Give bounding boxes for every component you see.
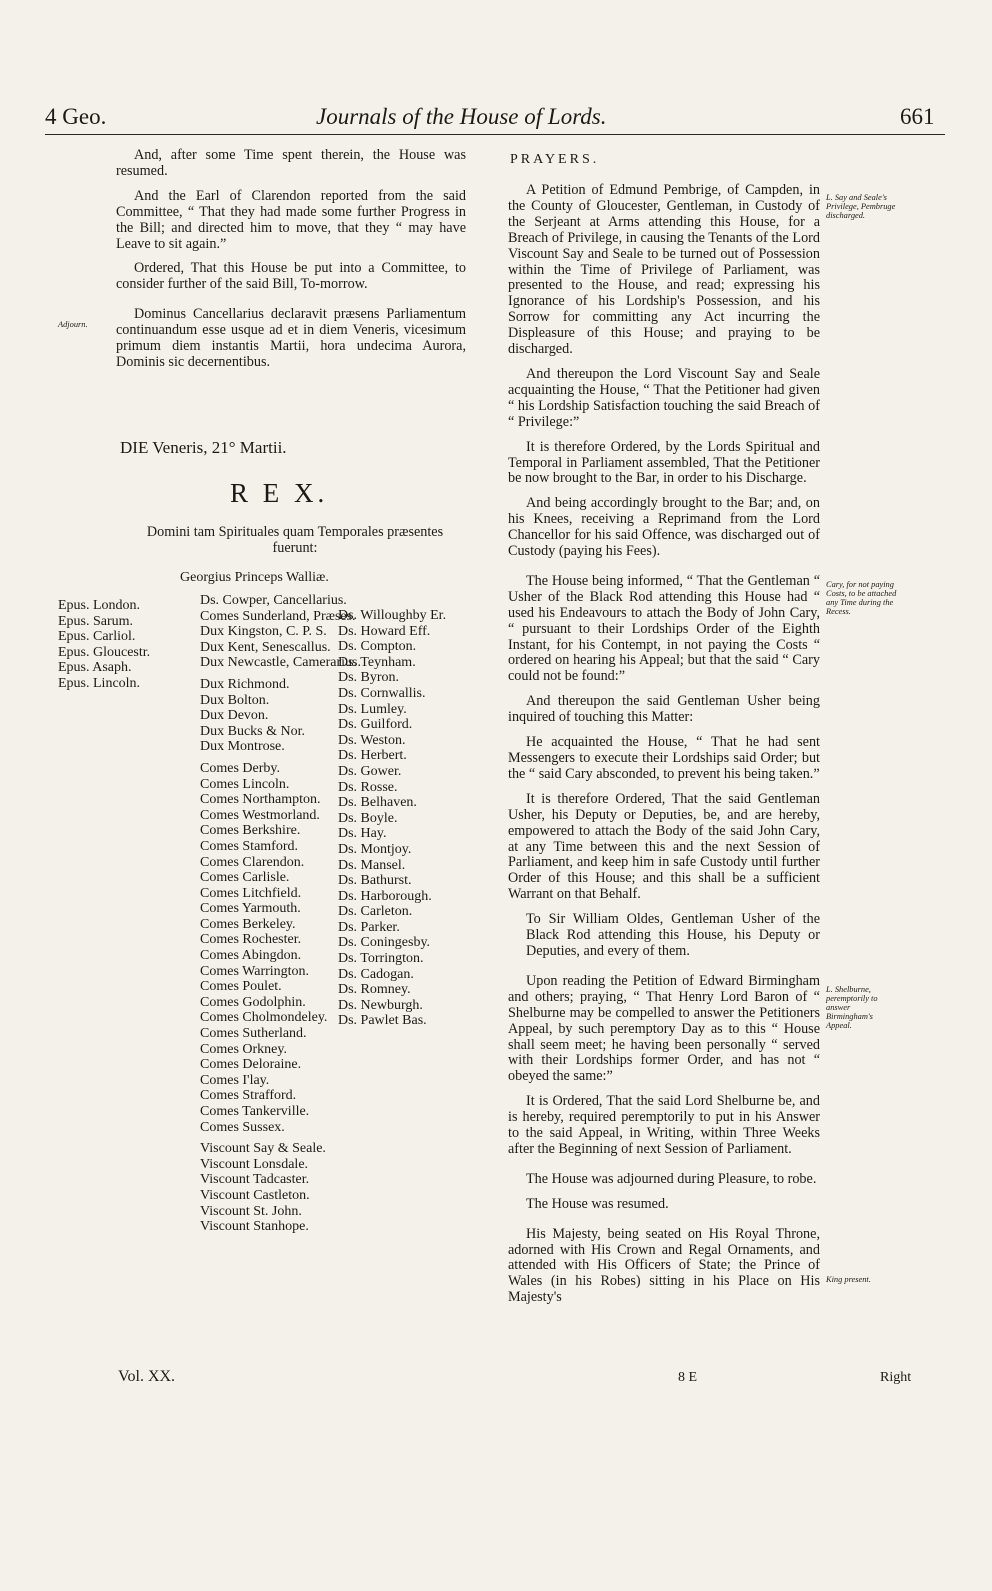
lord-entry: Ds. Compton. bbox=[338, 639, 417, 655]
lord-entry: Ds. Howard Eff. bbox=[338, 623, 431, 639]
lord-entry: Comes I'lay. bbox=[200, 1072, 270, 1088]
margin-note-say-seale: L. Say and Seale's Privilege, Pembruge discharged. bbox=[826, 193, 896, 220]
lord-entry: Comes Cholmondeley. bbox=[200, 1010, 328, 1026]
prince-line: Georgius Princeps Walliæ. bbox=[180, 570, 329, 585]
lord-entry: Comes Derby. bbox=[200, 760, 280, 776]
lord-entry: Comes Godolphin. bbox=[200, 994, 306, 1010]
lord-entry: Comes Litchfield. bbox=[200, 885, 302, 901]
paragraph: The House was adjourned during Pleasure, to robe. bbox=[526, 1170, 817, 1187]
lord-entry: Viscount Say & Seale. bbox=[200, 1141, 326, 1157]
catchword: Right bbox=[880, 1370, 912, 1385]
bishop-entry: Epus. Carliol. bbox=[58, 629, 136, 645]
lord-entry: Viscount Lonsdale. bbox=[200, 1156, 309, 1172]
margin-note-king-present: King present. bbox=[826, 1275, 871, 1284]
lord-entry: Viscount Tadcaster. bbox=[200, 1172, 310, 1188]
lord-entry: Comes Yarmouth. bbox=[200, 901, 301, 917]
lord-entry: Ds. Newburgh. bbox=[338, 997, 423, 1013]
bishop-entry: Epus. Lincoln. bbox=[58, 675, 141, 691]
left-column-top bbox=[116, 148, 466, 380]
lord-entry: Ds. Gower. bbox=[338, 763, 402, 779]
lord-entry: Dux Bolton. bbox=[200, 692, 270, 708]
paragraph: His Majesty, being seated on His Royal Throne, adorned with His Crown and Regal Ornaments, and attended with His Officers of State; the Prince of Wales (in his Robes) sitting in his Place on His Majesty's bbox=[508, 1225, 820, 1306]
paragraph: The House was resumed. bbox=[526, 1195, 669, 1212]
lord-entry: Ds. Pawlet Bas. bbox=[338, 1013, 427, 1029]
lord-entry: Ds. Cowper, Cancellarius. bbox=[200, 593, 347, 608]
lord-entry: Ds. Boyle. bbox=[338, 810, 398, 826]
warrant-address: To Sir William Oldes, Gentleman Usher of the Black Rod attending this House, his Deputy or Deputies, and every of them. bbox=[526, 911, 820, 959]
lord-entry: Dux Kent, Senescallus. bbox=[200, 639, 331, 655]
lord-entry: Ds. Lumley. bbox=[338, 701, 407, 717]
lord-entry: Ds. Guilford. bbox=[338, 717, 413, 733]
lord-entry: Comes Abingdon. bbox=[200, 948, 302, 964]
paragraph: The House being informed, “ That the Gentleman “ Usher of the Black Rod attending this House had “ used his Endeavours to attach the Body of John Cary, “ pursuant to their Lordships Order of the Eighth Instant, for his Contempt, in not paying the Costs “ ordered on hearing his Appeal; but that the said “ Cary could not be found:” bbox=[508, 572, 820, 685]
paragraph: It is Ordered, That the said Lord Shelburne be, and is hereby, required peremptorily to put in his Answer to the said Appeal, in Writing, within Three Weeks after the Beginning of next Session of Parliament. bbox=[508, 1093, 820, 1157]
paragraph: And the Earl of Clarendon reported from the said Committee, “ That they had made some further Progress in the Bill; and directed him to move, that they “ may have Leave to sit again.” bbox=[116, 187, 466, 252]
paragraph: He acquainted the House, “ That he had sent Messengers to execute their Lordships said Order; but the “ said Cary absconded, to prevent his being taken.” bbox=[508, 734, 820, 782]
lord-entry: Comes Stamford. bbox=[200, 838, 298, 854]
bishop-entry: Epus. Gloucestr. bbox=[58, 644, 151, 660]
lord-entry: Comes Carlisle. bbox=[200, 870, 290, 886]
page-number: 661 bbox=[900, 104, 935, 129]
volume-label: Vol. XX. bbox=[118, 1368, 176, 1385]
lord-entry: Comes Berkeley. bbox=[200, 916, 296, 932]
present-line: Domini tam Spirituales quam Temporales præsentes fuerunt: bbox=[146, 524, 444, 556]
prayers-heading: PRAYERS. bbox=[510, 152, 600, 167]
lord-entry: Comes Rochester. bbox=[200, 932, 302, 948]
paragraph: Dominus Cancellarius declaravit præsens Parliamentum continuandum esse usque ad et in diem Veneris, vicesimum primum diem instantis Martii, hora undecima Aurora, Dominis sic decernentibus. bbox=[116, 306, 466, 370]
lord-entry: Comes Sussex. bbox=[200, 1119, 285, 1135]
lord-entry: Ds. Torrington. bbox=[338, 951, 424, 967]
lord-entry: Ds. Weston. bbox=[338, 732, 406, 748]
rex-heading: R E X. bbox=[230, 478, 329, 508]
lord-entry: Comes Orkney. bbox=[200, 1041, 287, 1057]
lord-entry: Ds. Carleton. bbox=[338, 904, 413, 920]
lord-entry: Viscount Stanhope. bbox=[200, 1219, 309, 1235]
bishops-list bbox=[58, 598, 150, 692]
lord-entry: Ds. Romney. bbox=[338, 982, 411, 998]
lord-entry: Comes Strafford. bbox=[200, 1088, 297, 1104]
lord-entry: Comes Tankerville. bbox=[200, 1104, 310, 1119]
bishop-entry: Epus. Sarum. bbox=[58, 613, 134, 629]
temporal-lords-col1 bbox=[200, 593, 361, 1235]
paragraph: Upon reading the Petition of Edward Birmingham and others; praying, “ That Henry Lord Baron of “ Shelburne may be compelled to answer the Petitioners Appeal, by such peremptory Day as to this “ House shall seem meet; he having been personally “ served with their Lordships former Order, and has not “ obeyed the same:” bbox=[508, 972, 820, 1085]
lord-entry: Dux Richmond. bbox=[200, 676, 290, 692]
lord-entry: Ds. Mansel. bbox=[338, 857, 406, 873]
lord-entry: Ds. Byron. bbox=[338, 670, 400, 686]
margin-note-shelburne: L. Shelburne, peremptorily to answer Birmingham's Appeal. bbox=[826, 985, 878, 1030]
lord-entry: Ds. Cadogan. bbox=[338, 966, 414, 982]
lord-entry: Comes Clarendon. bbox=[200, 854, 305, 870]
lord-entry: Comes Poulet. bbox=[200, 979, 282, 995]
margin-note-adjourn: Adjourn. bbox=[58, 320, 88, 329]
lord-entry: Comes Warrington. bbox=[200, 963, 310, 979]
paragraph: And thereupon the Lord Viscount Say and Seale acquainting the House, “ That the Petitioner had given “ his Lordship Satisfaction touching the said Breach of “ Privilege:” bbox=[508, 365, 820, 430]
lord-entry: Dux Montrose. bbox=[200, 739, 285, 755]
header-rule bbox=[45, 134, 945, 135]
lord-entry: Ds. Cornwallis. bbox=[338, 685, 426, 701]
paragraph: It is therefore Ordered, That the said Gentleman Usher, his Deputy or Deputies, be, and are hereby, empowered to attach the Body of the said John Cary, at any Time between this and the next Session of Parliament, and keep him in safe Custody until further Order of this House; and this shall be a sufficient Warrant on that Behalf. bbox=[508, 790, 820, 903]
lord-entry: Comes Westmorland. bbox=[200, 807, 320, 823]
paragraph: It is therefore Ordered, by the Lords Spiritual and Temporal in Parliament assembled, That the Petitioner be now brought to the Bar, in order to his Discharge. bbox=[508, 438, 820, 487]
right-column bbox=[508, 183, 820, 1315]
lord-entry: Dux Bucks & Nor. bbox=[200, 723, 305, 739]
lord-entry: Ds. Teynham. bbox=[338, 654, 416, 670]
lord-entry: Ds. Coningesby. bbox=[338, 935, 431, 951]
lord-entry: Comes Lincoln. bbox=[200, 776, 290, 792]
paragraph: And, after some Time spent therein, the House was resumed. bbox=[116, 147, 466, 179]
lord-entry: Viscount St. John. bbox=[200, 1203, 302, 1219]
running-head-title: Journals of the House of Lords. bbox=[316, 104, 607, 129]
lord-entry: Comes Berkshire. bbox=[200, 823, 301, 839]
paragraph: A Petition of Edmund Pembrige, of Campden, in the County of Gloucester, Gentleman, in Custody of the Serjeant at Arms attending this House, for a Breach of Privilege, in causing the Tenants of the Lord Viscount Say and Seale to be turned out of Possession within the Time of Privilege of Parliament, was presented to the House, and read; expressing his Ignorance of his Lordship's Possession, and his Sorrow for committing any Act incurring the Displeasure of this House; and praying to be discharged. bbox=[508, 182, 820, 358]
lord-entry: Comes Sunderland, Præses. bbox=[200, 608, 356, 624]
paragraph: And being accordingly brought to the Bar; and, on his Knees, receiving a Reprimand from the Lord Chancellor for his said Offence, was discharged out of Custody (paying his Fees). bbox=[508, 495, 820, 560]
lord-entry: Ds. Montjoy. bbox=[338, 841, 412, 857]
lord-entry: Ds. Harborough. bbox=[338, 888, 432, 904]
lord-entry: Dux Kingston, C. P. S. bbox=[200, 624, 327, 640]
lord-entry: Ds. Rosse. bbox=[338, 779, 398, 795]
lord-entry: Ds. Herbert. bbox=[338, 748, 407, 764]
lord-entry: Comes Sutherland. bbox=[200, 1026, 307, 1042]
lord-entry: Ds. Hay. bbox=[338, 826, 387, 842]
day-heading: DIE Veneris, 21° Martii. bbox=[120, 438, 287, 457]
running-head-left: 4 Geo. bbox=[45, 104, 107, 129]
lord-entry: Ds. Parker. bbox=[338, 919, 400, 935]
lord-entry: Dux Devon. bbox=[200, 708, 269, 724]
lord-entry: Dux Newcastle, Camerarius. bbox=[200, 655, 361, 671]
margin-note-cary: Cary, for not paying Costs, to be attached any Time during the Recess. bbox=[826, 580, 897, 616]
lord-entry: Ds. Willoughby Er. bbox=[338, 608, 447, 623]
paragraph: And thereupon the said Gentleman Usher being inquired of touching this Matter: bbox=[508, 693, 820, 726]
bishop-entry: Epus. London. bbox=[58, 598, 141, 613]
temporal-lords-col2 bbox=[338, 608, 446, 1029]
lord-entry: Viscount Castleton. bbox=[200, 1187, 310, 1203]
lord-entry: Ds. Belhaven. bbox=[338, 795, 417, 811]
lord-entry: Comes Deloraine. bbox=[200, 1057, 302, 1073]
lord-entry: Ds. Bathurst. bbox=[338, 873, 412, 889]
paragraph: Ordered, That this House be put into a Committee, to consider further of the said Bill, To-morrow. bbox=[116, 260, 466, 293]
signature-mark: 8 E bbox=[678, 1370, 698, 1385]
lord-entry: Comes Northampton. bbox=[200, 792, 321, 808]
bishop-entry: Epus. Asaph. bbox=[58, 660, 132, 676]
